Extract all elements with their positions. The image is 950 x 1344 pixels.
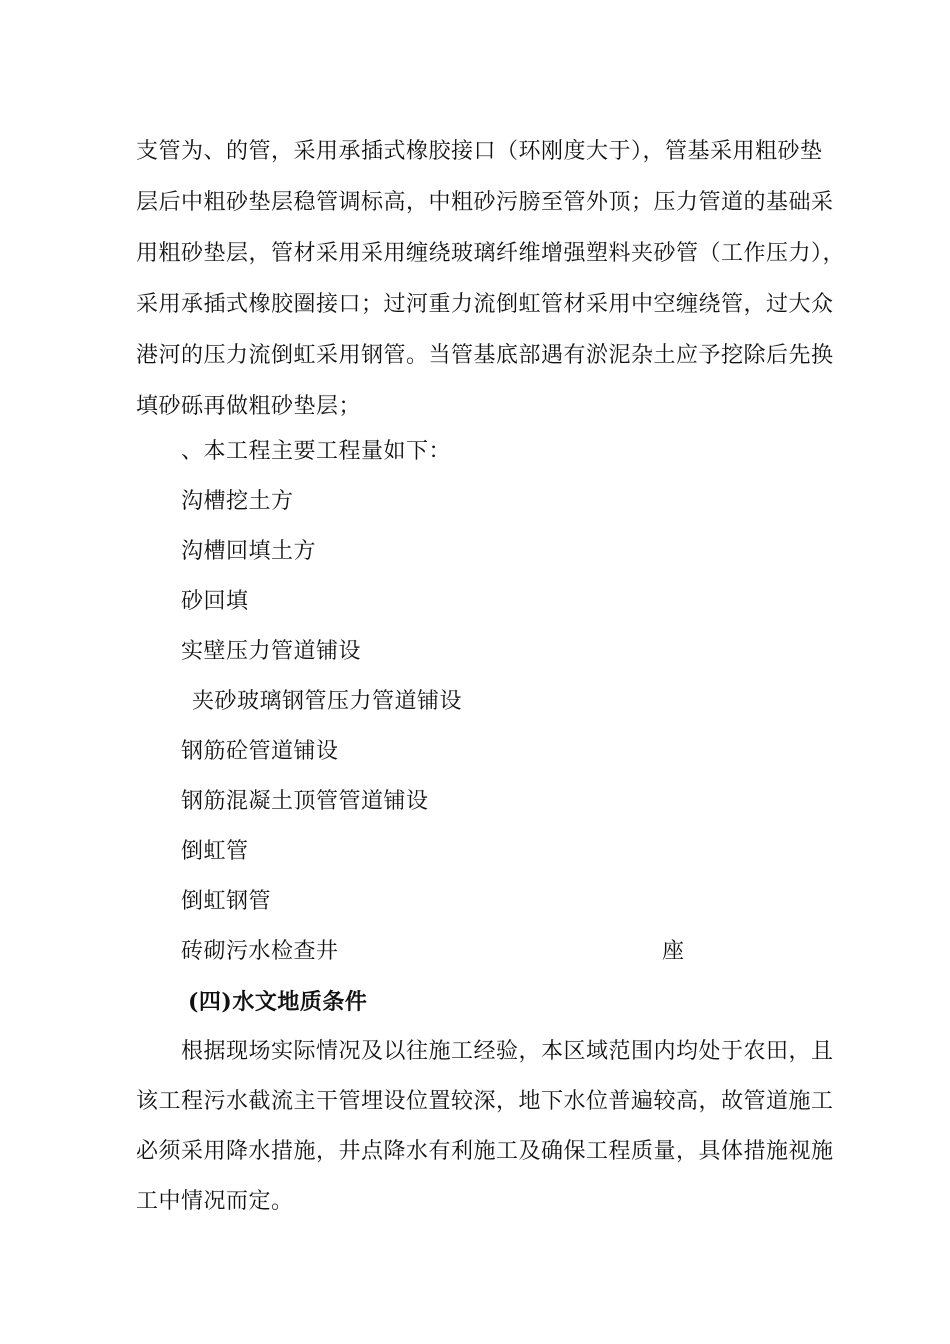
quantities-heading: 、本工程主要工程量如下：	[181, 439, 452, 464]
quantity-item: 沟槽回填土方	[181, 539, 317, 564]
intro-line: 填砂砾再做粗砂垫层；	[136, 394, 362, 419]
intro-line: 用粗砂垫层，管材采用采用缠绕玻璃纤维增强塑料夹砂管（工作压力），	[136, 241, 846, 266]
intro-line: 支管为、的管，采用承插式橡胶接口（环刚度大于），管基采用粗砂垫	[136, 139, 823, 164]
quantity-item: 倒虹钢管	[181, 889, 272, 914]
hydro-line: 必须采用降水措施，井点降水有利施工及确保工程质量，具体措施视施	[136, 1139, 834, 1164]
hydro-line: 根据现场实际情况及以往施工经验，本区域范围内均处于农田，且	[181, 1039, 834, 1064]
intro-line: 港河的压力流倒虹采用钢管。当管基底部遇有淤泥杂土应予挖除后先换	[136, 343, 834, 368]
intro-line: 采用承插式橡胶圈接口；过河重力流倒虹管材采用中空缠绕管，过大众	[136, 292, 834, 317]
quantity-item: 砖砌污水检查井	[181, 939, 339, 964]
quantity-item: 砂回填	[181, 589, 249, 614]
quantity-item: 钢筋砼管道铺设	[181, 739, 339, 764]
hydro-line: 该工程污水截流主干管埋设位置较深，地下水位普遍较高，故管道施工	[136, 1089, 834, 1114]
quantity-item: 钢筋混凝土顶管管道铺设	[181, 789, 429, 814]
intro-line: 层后中粗砂垫层稳管调标高，中粗砂污膀至管外顶；压力管道的基础采	[136, 190, 834, 215]
hydro-line: 工中情况而定。	[136, 1189, 294, 1214]
quantity-unit: 座	[662, 939, 685, 964]
section-heading: (四)水文地质条件	[188, 989, 368, 1015]
quantity-item: 夹砂玻璃钢管压力管道铺设	[192, 689, 463, 714]
quantity-item: 实壁压力管道铺设	[181, 639, 362, 664]
quantity-item: 倒虹管	[181, 839, 249, 864]
quantity-item: 沟槽挖土方	[181, 489, 294, 514]
